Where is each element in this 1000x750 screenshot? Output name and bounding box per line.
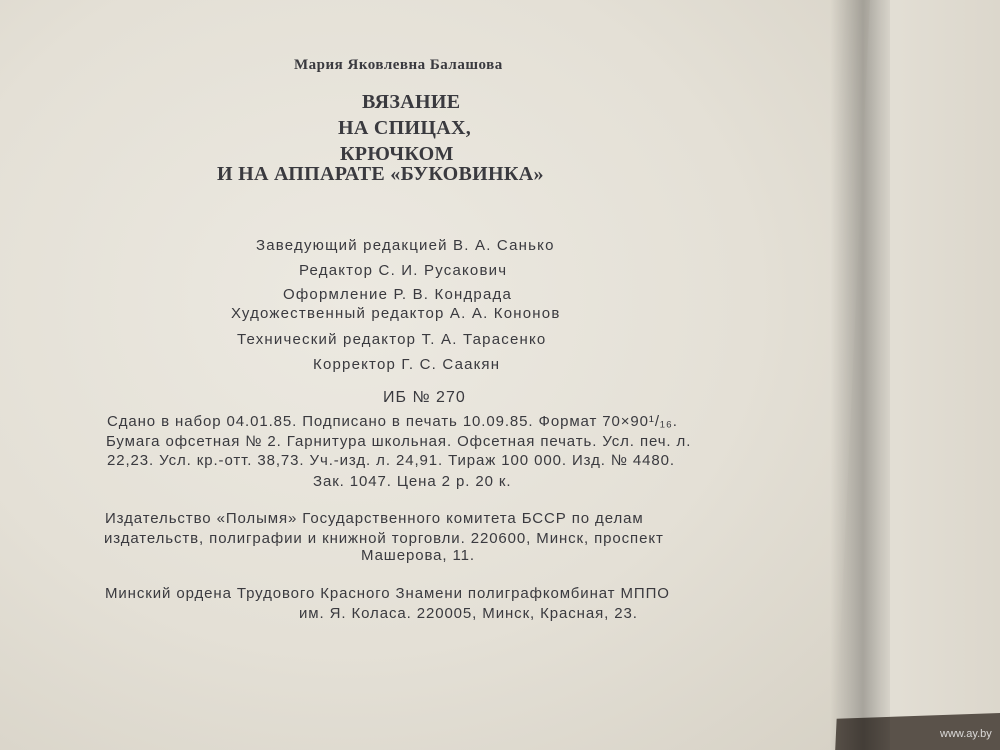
imprint-line-3: 22,23. Усл. кр.-отт. 38,73. Уч.-изд. л. 24,91. Тираж 100 000. Изд. № 4480. [107,452,675,469]
title-line-2: НА СПИЦАХ, [338,117,471,139]
publisher-line-2: издательств, полиграфии и книжной торговли. 220600, Минск, проспект [104,530,664,547]
credit-art-editor: Художественный редактор А. А. Кононов [231,305,561,322]
credit-editor-in-chief: Заведующий редакцией В. А. Санько [256,237,555,254]
publisher-line-1: Издательство «Полымя» Государственного комитета БССР по делам [105,510,644,527]
credit-design: Оформление Р. В. Кондрада [283,286,513,303]
printer-line-2: им. Я. Коласа. 220005, Минск, Красная, 23. [299,605,638,622]
author-name: Мария Яковлевна Балашова [294,57,503,73]
ib-number: ИБ № 270 [383,389,466,406]
credit-technical-editor: Технический редактор Т. А. Тарасенко [237,331,547,348]
imprint-line-2: Бумага офсетная № 2. Гарнитура школьная. Офсетная печать. Усл. печ. л. [106,433,692,450]
imprint-line-1: Сдано в набор 04.01.85. Подписано в печать 10.09.85. Формат 70×90¹/₁₆. [107,413,678,430]
publisher-line-3: Машерова, 11. [361,547,475,564]
printer-line-1: Минский ордена Трудового Красного Знамени полиграфкомбинат МППО [105,585,670,602]
imprint-line-4: Зак. 1047. Цена 2 р. 20 к. [313,473,512,490]
watermark: www.ay.by [940,728,992,740]
credit-proofreader: Корректор Г. С. Саакян [313,356,501,373]
title-line-3: КРЮЧКОМ [340,143,454,165]
title-line-4: И НА АППАРАТЕ «БУКОВИНКА» [217,163,544,185]
credit-editor: Редактор С. И. Русакович [299,262,508,279]
title-line-1: ВЯЗАНИЕ [362,91,461,113]
